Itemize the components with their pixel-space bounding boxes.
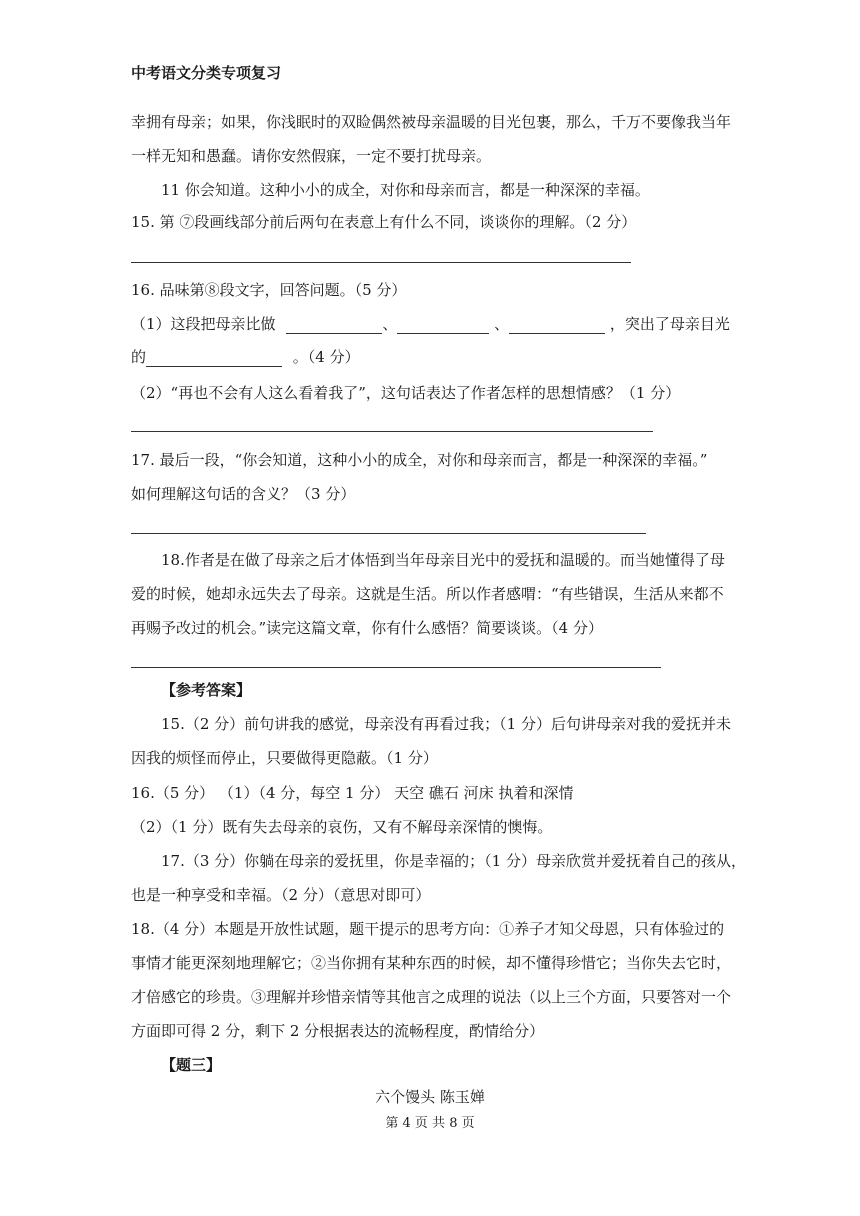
question-16-1-text: （1）这段把母亲比做 [131, 315, 276, 333]
page-header: 中考语文分类专项复习 [131, 64, 282, 82]
blank-field-4[interactable] [146, 350, 282, 367]
blank-field-1[interactable] [286, 317, 382, 334]
question-18-cont: 再赐予改过的机会。”读完这篇文章，你有什么感悟？简要谈谈。（4 分） [131, 619, 603, 637]
answer-18: 18.（4 分）本题是开放性试题，题干提示的思考方向：①养子才知父母恩，只有体验过的 [131, 920, 725, 938]
answer-17-cont: 也是一种享受和幸福。（2 分）（意思对即可） [131, 886, 431, 904]
answer-line-18[interactable] [131, 667, 661, 668]
question-18-cont: 爱的时候，她却永远失去了母亲。这就是生活。所以作者感喟：“有些错误，生活从来都不 [131, 585, 724, 603]
question-16-part-1 [131, 314, 730, 334]
question-16-1-text-end: ，突出了母亲目光 [609, 315, 730, 333]
answers-title: 【参考答案】 [161, 681, 252, 699]
passage-line: 一样无知和愚蠢。请你安然假寐，一定不要打扰母亲。 [131, 147, 492, 165]
answer-15: 15.（2 分）前句讲我的感觉，母亲没有再看过我；（1 分）后句讲母亲对我的爱抚并未 [161, 715, 731, 733]
answer-line-17[interactable] [131, 533, 646, 534]
passage-line: 幸拥有母亲；如果，你浅眠时的双睑偶然被母亲温暖的目光包裹，那么，千万不要像我当年 [131, 113, 732, 131]
question-16: 16. 品味第⑧段文字，回答问题。（5 分） [131, 281, 407, 299]
question-16-1-score: 。（4 分） [292, 348, 360, 366]
answer-18-cont: 事情才能更深刻地理解它；②当你拥有某种东西的时候，却不懂得珍惜它；当你失去它时， [131, 954, 732, 972]
question-16-1-text: 的 [131, 348, 147, 366]
page-footer: 第 4 页 共 8 页 [385, 1116, 475, 1131]
answer-15-cont: 因我的烦怪而停止，只要做得更隐蔽。（1 分） [131, 749, 438, 767]
blank-field-3[interactable] [509, 317, 605, 334]
separator: 、 [489, 315, 510, 333]
question-17: 17. 最后一段，“你会知道，这种小小的成全，对你和母亲而言，都是一种深深的幸福。” [131, 451, 708, 469]
question-18: 18.作者是在做了母亲之后才体悟到当年母亲目光中的爱抚和温暖的。而当她懂得了母 [161, 551, 725, 569]
blank-field-2[interactable] [397, 317, 489, 334]
answer-18-cont: 才倍感它的珍贵。③理解并珍惜亲情等其他言之成理的说法（以上三个方面，只要答对一个 [131, 988, 732, 1006]
separator: 、 [382, 315, 398, 333]
story-title: 六个馒头 陈玉婵 [375, 1088, 485, 1106]
question-15: 15. 第 ⑦段画线部分前后两句在表意上有什么不同，谈谈你的理解。（2 分） [131, 213, 637, 231]
answer-line-15[interactable] [131, 262, 631, 263]
answer-18-cont: 方面即可得 2 分，剩下 2 分根据表达的流畅程度，酌情给分） [131, 1022, 545, 1040]
question-17-cont: 如何理解这句话的含义？（3 分） [131, 485, 356, 503]
answer-line-16[interactable] [131, 431, 653, 432]
answer-16: 16.（5 分） （1）（4 分，每空 1 分） 天空 礁石 河床 执着和深情 [131, 784, 574, 802]
answer-16-cont: （2）（1 分）既有失去母亲的哀伤，又有不解母亲深情的懊悔。 [131, 818, 553, 836]
question-16-part-1-cont [131, 347, 360, 367]
answer-17: 17.（3 分）你躺在母亲的爱抚里，你是幸福的；（1 分）母亲欣赏并爱抚着自己的孩从， [161, 852, 746, 870]
question-16-part-2: （2）“再也不会有人这么看着我了”，这句话表达了作者怎样的思想情感？（1 分） [131, 384, 681, 402]
section-3-title: 【题三】 [161, 1056, 222, 1074]
passage-paragraph-11: 11 你会知道。这种小小的成全，对你和母亲而言，都是一种深深的幸福。 [161, 181, 650, 199]
